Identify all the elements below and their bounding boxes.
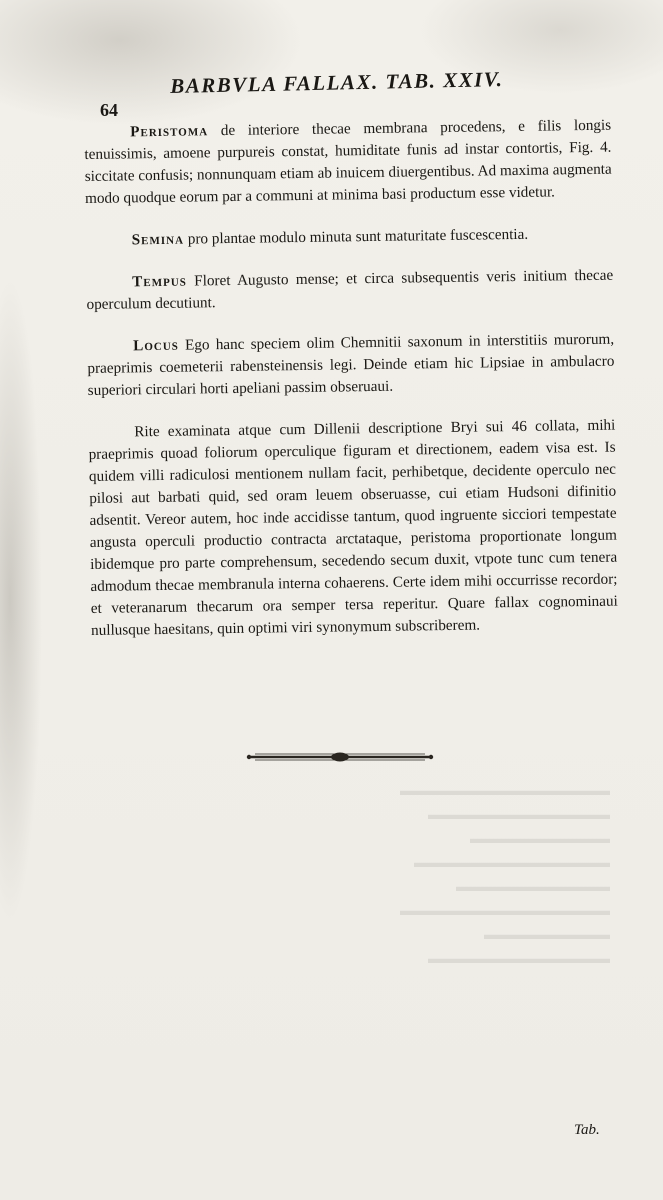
paragraph-lead: Locus <box>133 336 179 355</box>
paragraph-locus <box>87 329 615 402</box>
paragraph-peristoma <box>84 115 612 210</box>
bleed-through-text: ▬▬▬▬▬▬▬▬▬▬▬▬▬▬▬ ▬▬▬▬▬▬▬▬▬▬▬▬▬ ▬▬▬▬▬▬▬▬▬▬ ▬▬▬▬▬▬▬▬▬▬▬▬▬▬ ▬▬▬▬▬▬▬▬▬▬▬ ▬▬▬▬▬▬▬▬▬▬▬▬▬▬▬ ▬▬▬▬▬▬▬▬▬ ▬▬▬▬▬▬▬▬▬▬▬▬▬ <box>400 784 610 967</box>
body-text <box>84 115 618 662</box>
paragraph-text: Ego hanc speciem olim Chemnitii saxonum in interstitiis murorum, praeprimis coemeterii rabensteinensis legi. Deinde etiam hic Lipsiae in ambulacro superiori circulari horti apeliani passim obseruaui. <box>87 330 615 399</box>
paragraph-text: pro plantae modulo minuta sunt maturitate fuscescentia. <box>183 225 529 248</box>
paragraph-lead: Tempus <box>132 272 187 291</box>
paragraph-text: de interiore thecae membrana procedens, e filis longis tenuissimis, amoene purpureis constat, humiditate funis ad instar contortis, Fig. 4. siccitate confusis; nonnunquam etiam ab inuicem diuergentibus. Ad maxima augmenta modo quodque eorum par a communi at minima basi productum esse videtur. <box>84 116 612 207</box>
paragraph-semina <box>86 223 613 252</box>
paragraph-tempus <box>86 265 614 316</box>
paragraph-text: Floret Augusto mense; et circa subsequentis veris initium thecae operculum decutiunt. <box>86 266 614 313</box>
paragraph-text: Rite examinata atque cum Dillenii descriptione Bryi sui 46 collata, mihi praeprimis quoad foliorum operculique figuram et directionem, eadem visa est. Is quidem villi radiculosi mentionem nullam facit, perhibetque, decidente operculo nec pilosi aut barbati quid, sed oram leuem obseruasse, cui etiam Hudsoni difinitio adsentit. Vereor autem, hoc inde accidisse tantum, quod ingruente sicciori tempestate angusta operculi productio contracta arctataque, peristoma proportionate longum ibidemque pro parte comprehensum, secedendo secum duxit, vtpote tunc cum tenera admodum thecae membranula interna cohaerens. Certe idem mihi occurrisse recordor; et veteranarum thecarum ora semper tersa reperitur. Quare fallax cognominaui nullusque haesitans, quin optimi viri synonymum subscriberem. <box>88 416 618 639</box>
catchword: Tab. <box>574 1122 600 1138</box>
page-header <box>100 67 560 120</box>
running-title: BARBVLA FALLAX. TAB. XXIV. <box>170 67 504 98</box>
paragraph-lead: Peristoma <box>130 122 209 141</box>
paragraph-observation <box>88 415 618 642</box>
paragraph-lead: Semina <box>131 230 185 249</box>
page-number: 64 <box>100 100 118 120</box>
section-divider-ornament <box>245 750 435 764</box>
